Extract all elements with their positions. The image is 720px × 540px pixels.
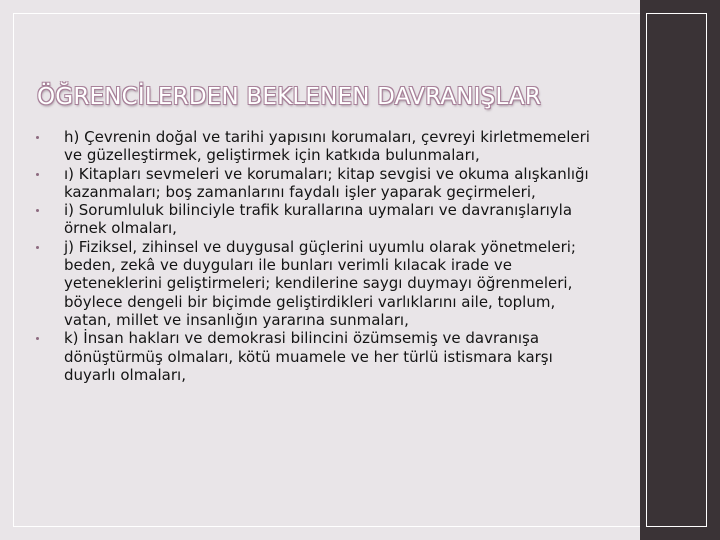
- bullet-text: h) Çevrenin doğal ve tarihi yapısını korumaları, çevreyi kirletmemeleri ve güzelleştirmek, geliştirmek için katkıda bulunmaları,: [64, 128, 590, 165]
- slide-title: ÖĞRENCİLERDEN BEKLENEN DAVRANIŞLAR: [37, 84, 542, 110]
- bullet-dot-icon: [36, 337, 39, 340]
- bullet-list: [36, 128, 596, 384]
- bullet-dot-icon: [36, 246, 39, 249]
- bullet-item-j: [36, 238, 596, 329]
- bullet-dot-icon: [36, 209, 39, 212]
- bullet-item-i-dotless: [36, 165, 596, 202]
- side-strip-frame: [646, 13, 707, 527]
- bullet-item-i: [36, 201, 596, 238]
- bullet-text: ı) Kitapları sevmeleri ve korumaları; kitap sevgisi ve okuma alışkanlığı kazanmaları; boş zamanlarını faydalı işler yaparak geçirmeleri,: [64, 164, 589, 201]
- bullet-text: i) Sorumluluk bilinciyle trafik kurallarına uymaları ve davranışlarıyla örnek olmaları,: [64, 201, 573, 238]
- bullet-text: k) İnsan hakları ve demokrasi bilincini özümsemiş ve davranışa dönüştürmüş olmaları, kötü muamele ve her türlü istismara karşı duyarlı olmaları,: [64, 329, 553, 384]
- bullet-dot-icon: [36, 136, 39, 139]
- bullet-text: j) Fiziksel, zihinsel ve duygusal güçlerini uyumlu olarak yönetmeleri; beden, zekâ ve duyguları ile bunları verimli kılacak irade ve yeteneklerini geliştirmeleri; kendilerine saygı duymayı öğrenmeleri, böylece dengeli bir biçimde geliştirdikleri varlıklarını aile, toplum, vatan, millet ve insanlığın yararına sunmaları,: [64, 237, 576, 329]
- bullet-dot-icon: [36, 173, 39, 176]
- bullet-item-k: [36, 329, 596, 384]
- bullet-item-h: [36, 128, 596, 165]
